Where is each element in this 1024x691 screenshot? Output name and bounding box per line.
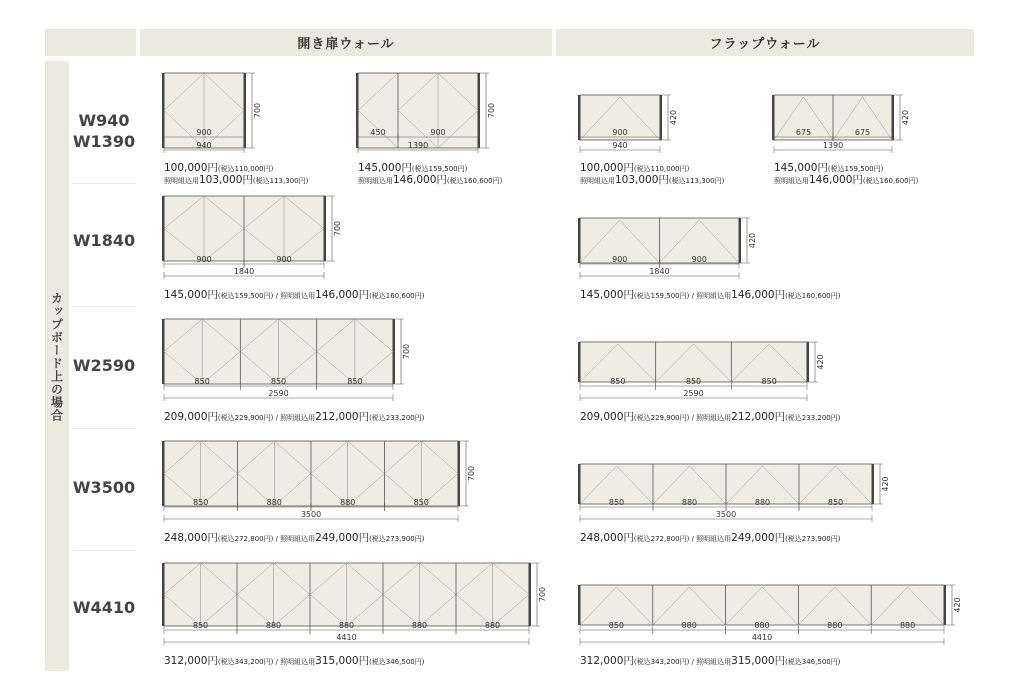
total-width-label: 2590 (268, 389, 289, 398)
end-post-right (872, 464, 875, 504)
segment-width-label: 880 (754, 621, 770, 630)
segment-width-label: 900 (196, 255, 212, 264)
total-width-label: 1390 (822, 141, 844, 150)
light-price-value: 212,000円 (315, 411, 370, 423)
height-label: 420 (953, 597, 962, 613)
price-tax: (税込272,800円) (217, 535, 274, 543)
segment-width-label: 450 (370, 128, 386, 137)
height-label: 700 (487, 102, 496, 119)
price-tax: (税込159,500円) (633, 292, 690, 300)
light-price-tax: (税込233,200円) (785, 414, 841, 422)
total-width-label: 3500 (300, 510, 322, 519)
cabinet-body (580, 585, 944, 625)
light-price-tax: (税込160,600円) (369, 292, 425, 300)
light-prefix: / 照明組込用 (689, 292, 732, 300)
light-prefix: 照明組込用 (164, 177, 199, 185)
height-label: 700 (467, 465, 476, 482)
light-prefix: / 照明組込用 (273, 414, 316, 422)
light-prefix: 照明組込用 (580, 177, 615, 185)
segment-width-label: 880 (411, 621, 428, 630)
price-tax: (税込110,000円) (633, 165, 690, 173)
light-prefix: / 照明組込用 (273, 535, 316, 543)
segment-width-label: 850 (608, 498, 625, 507)
segment-width-label: 880 (484, 621, 501, 630)
row-label-w940-w1390: W940 W1390 (72, 111, 136, 151)
price-h1390 (358, 163, 502, 187)
light-prefix: / 照明組込用 (689, 535, 732, 543)
segment-width-label: 900 (691, 255, 707, 264)
price-tax: (税込159,500円) (827, 165, 884, 173)
segment-width-label: 880 (681, 621, 697, 630)
segment-width-label: 850 (685, 377, 702, 386)
light-price-value: 103,000円 (199, 174, 253, 186)
price-value: 145,000円 (580, 289, 634, 301)
height-label: 420 (901, 109, 910, 126)
light-price-tax: (税込160,600円) (862, 177, 919, 185)
light-prefix: / 照明組込用 (273, 292, 316, 300)
price-value: 145,000円 (164, 289, 218, 301)
price-value: 145,000円 (774, 162, 828, 174)
total-width-label: 1390 (407, 141, 429, 150)
height-label: 700 (402, 343, 411, 360)
light-price-value: 103,000円 (615, 174, 669, 186)
price-h1840 (164, 290, 425, 302)
light-price-value: 315,000円 (731, 655, 786, 667)
price-h4410 (164, 656, 425, 668)
light-price-tax: (税込346,500円) (369, 658, 425, 666)
price-tax: (税込110,000円) (217, 165, 274, 173)
row-label-w3500: W3500 (72, 477, 136, 497)
row-label-w4410: W4410 (72, 597, 136, 617)
segment-width-label: 675 (854, 128, 871, 137)
price-f940 (580, 163, 724, 187)
price-value: 248,000円 (580, 532, 634, 544)
end-post-left (578, 464, 581, 504)
price-tax: (税込229,900円) (217, 414, 274, 422)
segment-width-label: 850 (608, 621, 625, 630)
segment-width-label: 880 (827, 621, 843, 630)
light-price-value: 146,000円 (731, 289, 786, 301)
price-value: 100,000円 (580, 162, 634, 174)
light-price-value: 146,000円 (315, 289, 370, 301)
price-tax: (税込272,800円) (633, 535, 690, 543)
light-price-tax: (税込113,300円) (668, 177, 725, 185)
price-f3500 (580, 533, 841, 545)
light-price-tax: (税込160,600円) (785, 292, 841, 300)
segment-width-label: 880 (754, 498, 771, 507)
segment-width-label: 850 (347, 377, 363, 386)
total-width-label: 1840 (649, 267, 670, 276)
light-price-tax: (税込273,900円) (785, 535, 841, 543)
segment-width-label: 880 (266, 498, 282, 507)
segment-width-label: 850 (413, 498, 429, 507)
segment-width-label: 900 (430, 128, 446, 137)
height-label: 420 (881, 476, 890, 492)
segment-width-label: 900 (612, 255, 628, 264)
height-label: 420 (748, 232, 757, 249)
price-value: 100,000円 (164, 162, 218, 174)
segment-width-label: 880 (265, 621, 282, 630)
price-value: 145,000円 (358, 162, 412, 174)
price-f1390 (774, 163, 918, 187)
price-tax: (税込343,200円) (633, 658, 690, 666)
price-tax: (税込229,900円) (633, 414, 690, 422)
price-tax: (税込159,500円) (411, 165, 468, 173)
price-f1840 (580, 290, 841, 302)
height-label: 420 (816, 354, 825, 370)
end-post-right (944, 585, 947, 625)
price-f2590 (580, 412, 841, 424)
price-f4410 (580, 656, 841, 668)
height-label: 700 (253, 102, 262, 119)
total-width-label: 4410 (751, 633, 773, 642)
light-price-value: 146,000円 (393, 174, 447, 186)
light-prefix: / 照明組込用 (689, 414, 732, 422)
segment-width-label: 880 (681, 498, 698, 507)
total-width-label: 3500 (715, 510, 737, 519)
price-h940 (164, 163, 308, 187)
total-width-label: 1840 (233, 267, 255, 276)
segment-width-label: 850 (270, 377, 287, 386)
total-width-label: 2590 (683, 389, 704, 398)
segment-width-label: 880 (338, 621, 355, 630)
light-price-value: 249,000円 (315, 532, 370, 544)
segment-width-label: 880 (340, 498, 356, 507)
row-label-w1840: W1840 (72, 230, 136, 250)
segment-width-label: 900 (196, 128, 212, 137)
light-price-tax: (税込346,500円) (785, 658, 841, 666)
end-post-right (807, 342, 810, 382)
light-price-tax: (税込113,300円) (252, 177, 309, 185)
end-post-left (578, 218, 581, 263)
light-price-value: 212,000円 (731, 411, 786, 423)
total-width-label: 4410 (336, 633, 357, 642)
light-prefix: / 照明組込用 (689, 658, 732, 666)
row-label-w2590: W2590 (72, 355, 136, 375)
end-post-right (739, 218, 742, 263)
header-hinge: 開き扉ウォール (140, 29, 552, 56)
segment-width-label: 900 (612, 128, 628, 137)
height-label: 420 (669, 109, 678, 126)
segment-width-label: 850 (761, 377, 777, 386)
light-price-tax: (税込273,900円) (369, 535, 425, 543)
price-tax: (税込159,500円) (217, 292, 274, 300)
price-value: 312,000円 (580, 655, 634, 667)
price-value: 209,000円 (580, 411, 634, 423)
price-value: 248,000円 (164, 532, 218, 544)
price-h3500 (164, 533, 425, 545)
segment-width-label: 850 (192, 621, 209, 630)
light-price-value: 249,000円 (731, 532, 786, 544)
light-price-tax: (税込160,600円) (446, 177, 503, 185)
total-width-label: 940 (612, 141, 628, 150)
price-value: 209,000円 (164, 411, 218, 423)
segment-width-label: 850 (193, 498, 209, 507)
light-price-tax: (税込233,200円) (369, 414, 425, 422)
total-width-label: 940 (196, 141, 212, 150)
light-prefix: 照明組込用 (358, 177, 393, 185)
segment-width-label: 850 (194, 377, 210, 386)
end-post-left (578, 585, 581, 625)
segment-width-label: 880 (899, 621, 916, 630)
light-prefix: / 照明組込用 (273, 658, 316, 666)
light-prefix: 照明組込用 (774, 177, 809, 185)
segment-width-label: 900 (276, 255, 292, 264)
height-label: 700 (538, 586, 547, 603)
price-tax: (税込343,200円) (217, 658, 274, 666)
segment-width-label: 850 (610, 377, 626, 386)
side-label: カップボード上の場合 (49, 292, 64, 422)
segment-width-label: 850 (827, 498, 844, 507)
light-price-value: 146,000円 (809, 174, 863, 186)
end-post-left (578, 342, 581, 382)
height-label: 700 (333, 220, 342, 237)
light-price-value: 315,000円 (315, 655, 370, 667)
segment-width-label: 675 (795, 128, 812, 137)
header-flap: フラップウォール (556, 29, 974, 56)
price-value: 312,000円 (164, 655, 218, 667)
price-h2590 (164, 412, 425, 424)
